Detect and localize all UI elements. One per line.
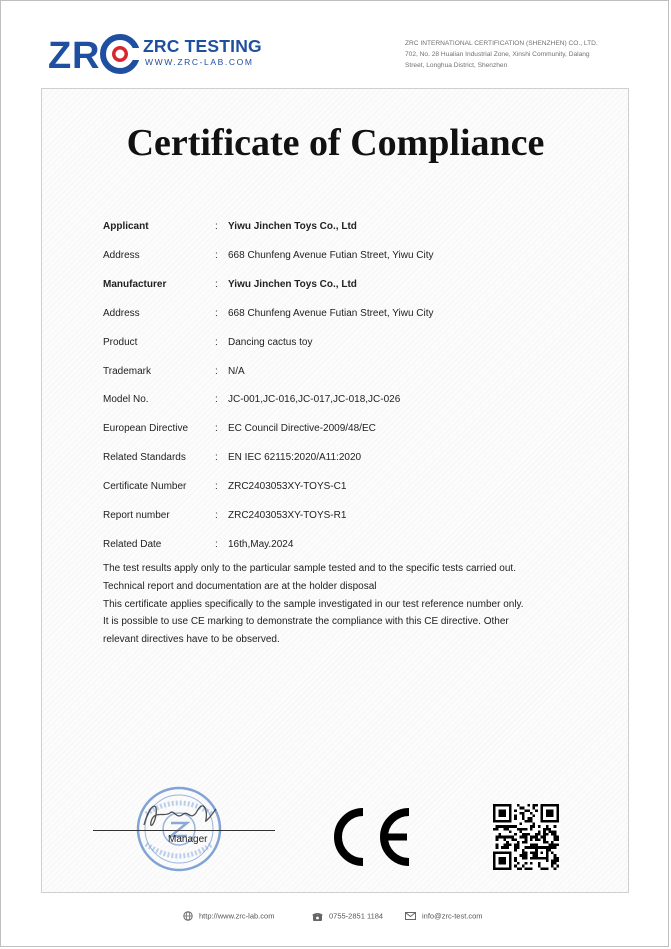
note-line: Technical report and documentation are at the holder disposal bbox=[103, 580, 377, 592]
field-colon: : bbox=[215, 221, 218, 232]
field-label: Model No. bbox=[103, 394, 149, 406]
footer-phone bbox=[312, 911, 383, 925]
field-label: Related Date bbox=[103, 538, 162, 550]
svg-text:Z: Z bbox=[48, 35, 72, 74]
note-line: relevant directives have to be observed. bbox=[103, 634, 280, 646]
field-colon: : bbox=[215, 365, 218, 377]
footer-email bbox=[405, 911, 483, 925]
field-colon: : bbox=[215, 249, 218, 261]
phone-icon bbox=[312, 912, 323, 921]
field-colon: : bbox=[215, 423, 218, 435]
field-label: Address bbox=[103, 307, 140, 319]
email-icon bbox=[405, 912, 416, 920]
field-value: EC Council Directive-2009/48/EC bbox=[228, 423, 376, 435]
field-value: Yiwu Jinchen Toys Co., Ltd bbox=[228, 278, 357, 290]
field-label: Manufacturer bbox=[103, 278, 167, 290]
note-line: This certificate applies specifically to the sample investigated in our test reference number only. bbox=[103, 598, 524, 610]
phone-number: 0755-2851 1184 bbox=[329, 911, 384, 921]
field-value: 668 Chunfeng Avenue Futian Street, Yiwu City bbox=[228, 249, 434, 261]
email-address[interactable]: info@zrc-test.com bbox=[422, 911, 483, 921]
field-value: ZRC2403053XY-TOYS-C1 bbox=[228, 481, 347, 493]
field-value: EN IEC 62115:2020/A11:2020 bbox=[228, 452, 362, 464]
note-line: The test results apply only to the particular sample tested and to the specific tests carried out. bbox=[103, 563, 516, 574]
qr-code-icon bbox=[493, 804, 559, 870]
field-label: Address bbox=[103, 249, 140, 261]
brand-name: ZRC TESTING bbox=[143, 36, 262, 56]
website-link[interactable]: http://www.zrc-lab.com bbox=[199, 911, 275, 921]
field-colon: : bbox=[215, 510, 218, 521]
field-value: N/A bbox=[228, 365, 245, 377]
company-logo bbox=[48, 34, 262, 74]
footer-website bbox=[183, 911, 274, 925]
field-label: Report number bbox=[103, 510, 170, 521]
field-colon: : bbox=[215, 481, 218, 493]
field-colon: : bbox=[215, 307, 218, 319]
field-label: Product bbox=[103, 336, 138, 348]
field-colon: : bbox=[215, 394, 218, 406]
svg-text:R: R bbox=[72, 35, 100, 74]
brand-url: WWW.ZRC-LAB.COM bbox=[145, 57, 254, 67]
field-value: Dancing cactus toy bbox=[228, 336, 313, 348]
field-colon: : bbox=[215, 538, 218, 550]
field-colon: : bbox=[215, 452, 218, 464]
field-value: JC-001,JC-016,JC-017,JC-018,JC-026 bbox=[228, 394, 401, 406]
certificate-title: Certificate of Compliance bbox=[126, 122, 545, 164]
company-line: 702, No. 28 Hualian Industrial Zone, Xinshi Community, Dalang bbox=[405, 51, 590, 59]
field-value: ZRC2403053XY-TOYS-R1 bbox=[228, 510, 347, 521]
field-value: 668 Chunfeng Avenue Futian Street, Yiwu City bbox=[228, 307, 434, 319]
signature-line bbox=[93, 830, 275, 831]
signature-icon bbox=[140, 795, 220, 835]
field-colon: : bbox=[215, 336, 218, 348]
field-value: 16th,May.2024 bbox=[228, 538, 294, 550]
company-address-block bbox=[405, 38, 645, 72]
field-value: Yiwu Jinchen Toys Co., Ltd bbox=[228, 221, 357, 232]
field-label: Certificate Number bbox=[103, 481, 187, 493]
zrc-logo-icon bbox=[48, 34, 140, 74]
field-label: European Directive bbox=[103, 423, 189, 435]
field-label: Trademark bbox=[103, 365, 151, 377]
field-label: Related Standards bbox=[103, 452, 186, 464]
field-label: Applicant bbox=[103, 221, 149, 232]
note-line: It is possible to use CE marking to demonstrate the compliance with this CE directive. Other bbox=[103, 616, 509, 628]
signature-role: Manager bbox=[168, 834, 208, 845]
globe-icon bbox=[183, 911, 193, 921]
company-line: ZRC INTERNATIONAL CERTIFICATION (SHENZHEN) CO., LTD. bbox=[405, 40, 598, 47]
certificate-notes bbox=[103, 560, 573, 649]
ce-mark-icon bbox=[325, 806, 413, 868]
field-colon: : bbox=[215, 278, 218, 290]
company-line: Street, Longhua District, Shenzhen bbox=[405, 62, 508, 70]
